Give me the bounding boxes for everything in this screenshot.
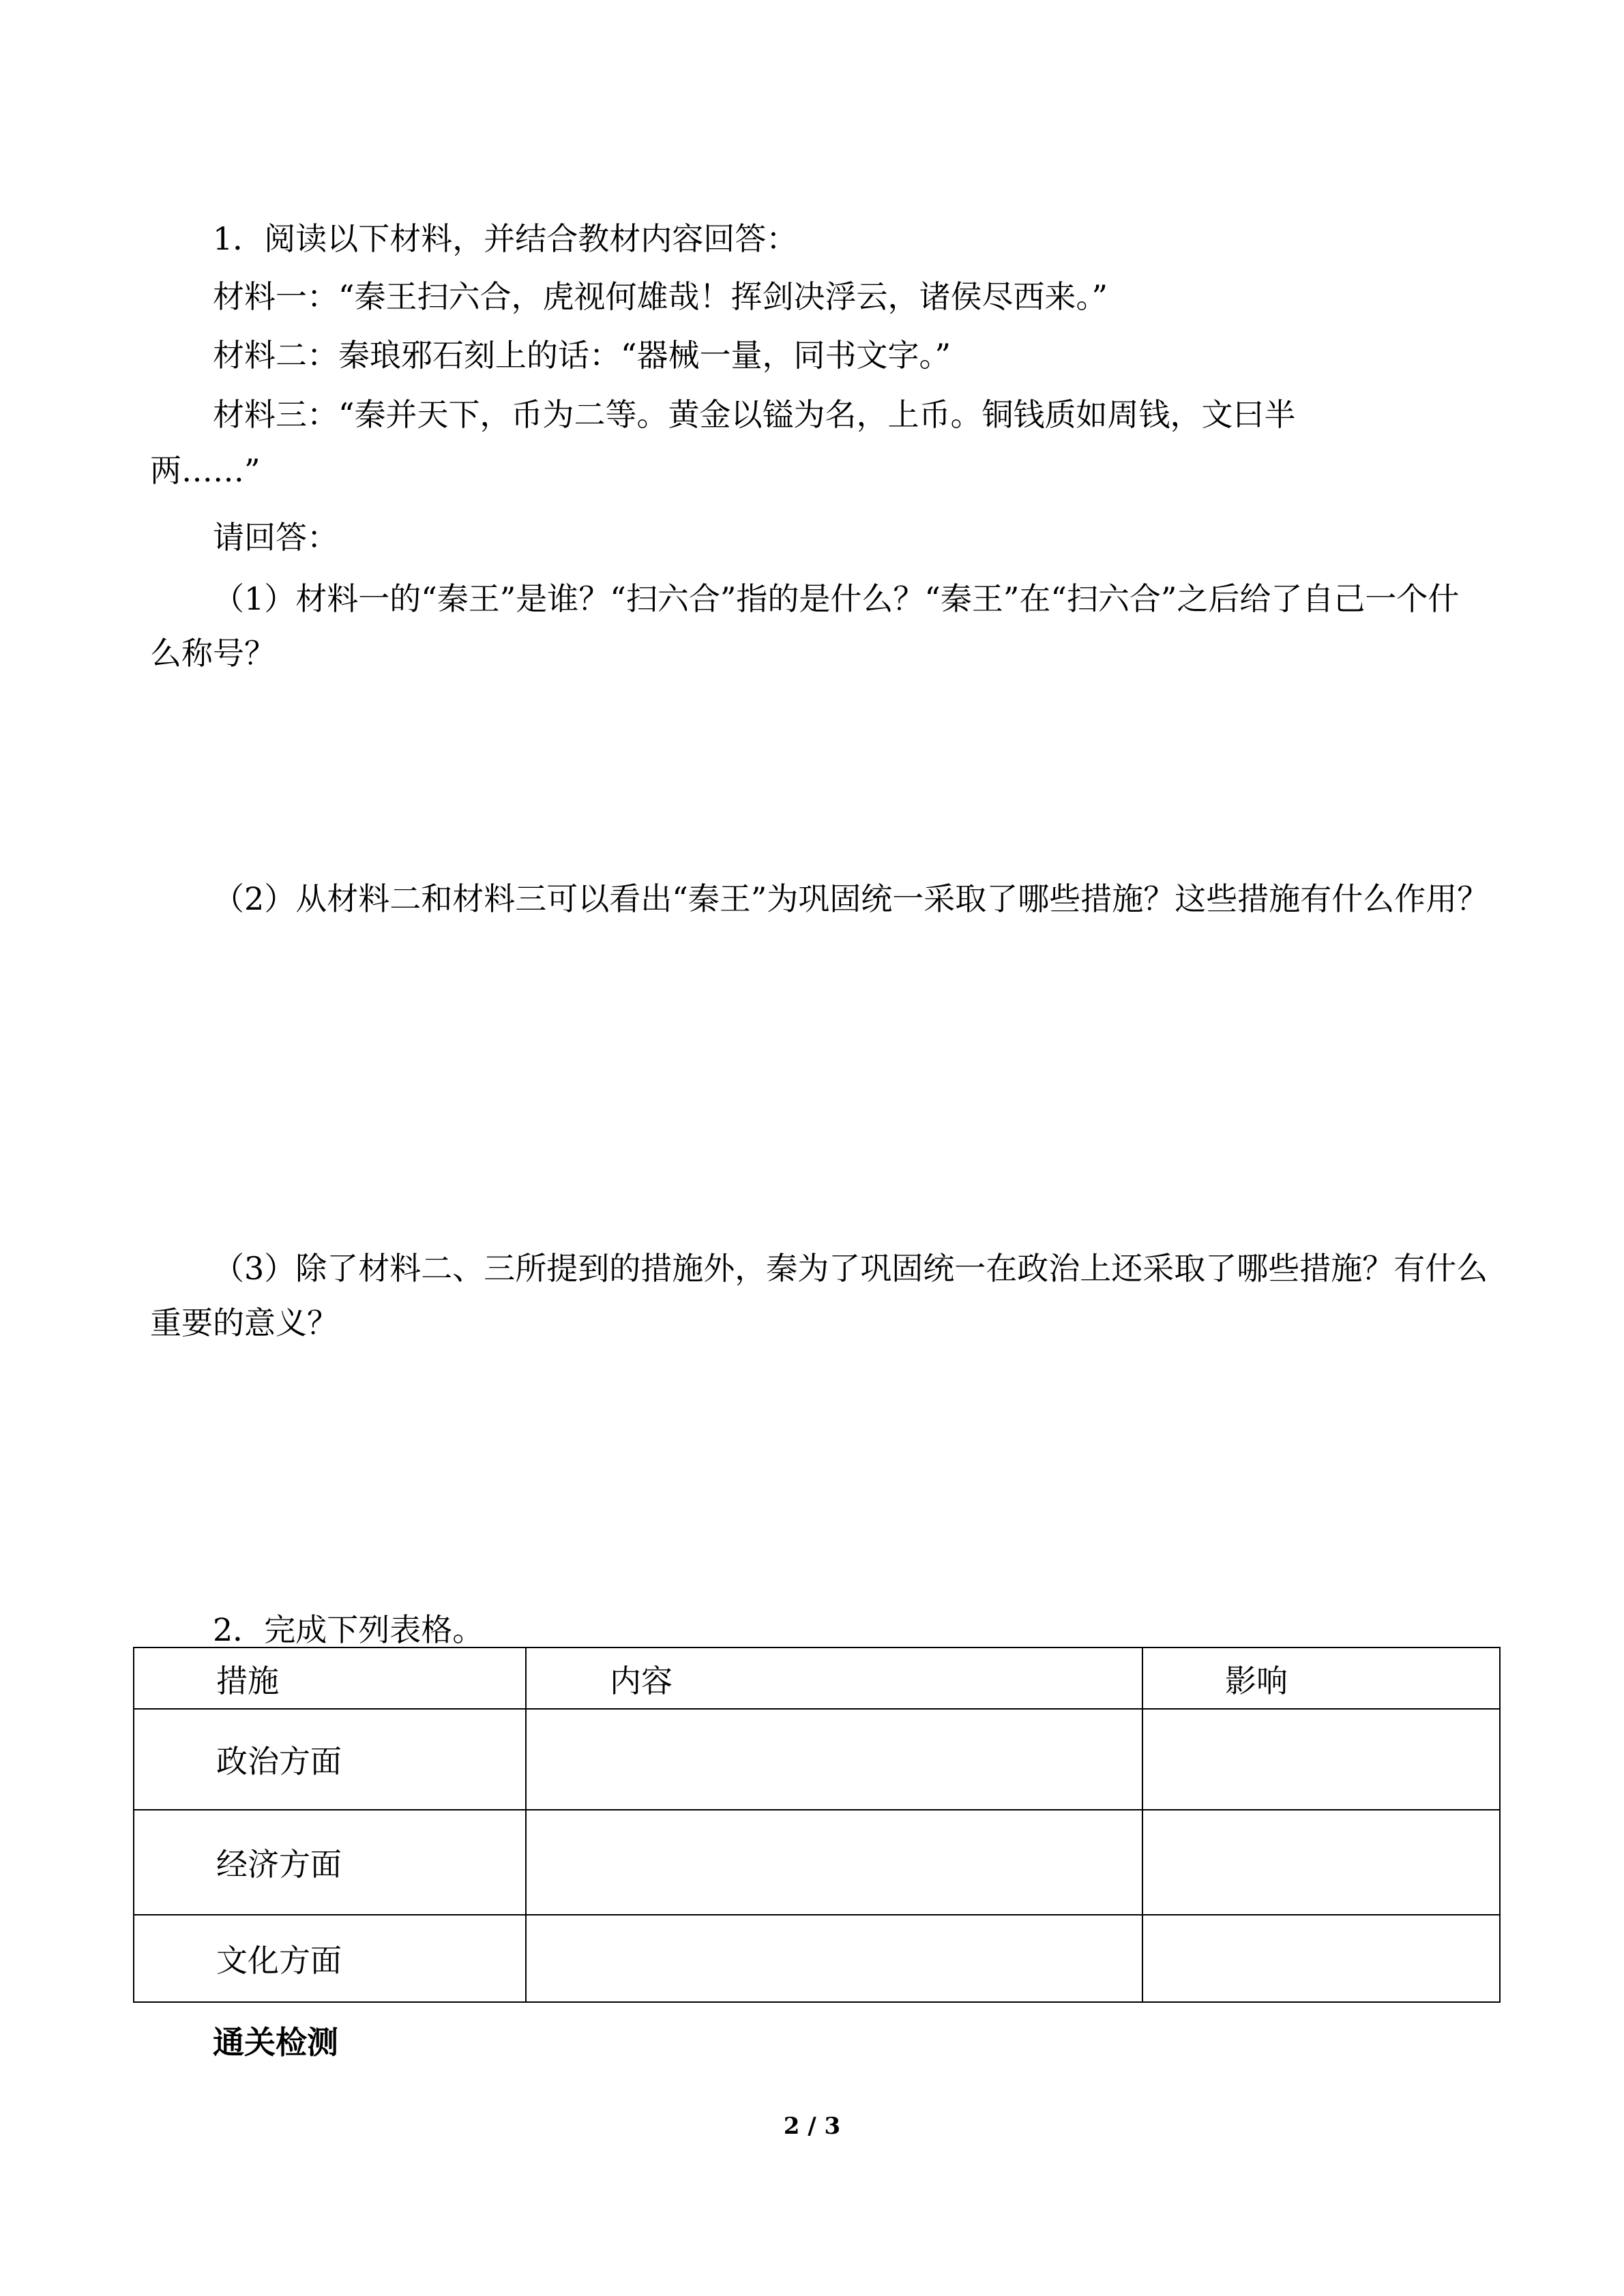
cell-economic-content[interactable] bbox=[526, 1810, 1142, 1915]
row-label-political: 政治方面 bbox=[134, 1709, 526, 1810]
material-3-line-1: 材料三：“秦并天下，币为二等。黄金以镒为名，上币。铜钱质如周钱，文曰半 bbox=[213, 396, 1296, 433]
material-2: 材料二：秦琅邪石刻上的话：“器械一量，同书文字。” bbox=[213, 337, 951, 374]
table-row bbox=[134, 1709, 1500, 1810]
row-label-cultural: 文化方面 bbox=[134, 1915, 526, 2002]
cell-cultural-impact[interactable] bbox=[1142, 1915, 1500, 2002]
answer-prompt: 请回答： bbox=[213, 519, 338, 556]
table-row bbox=[134, 1810, 1500, 1915]
row-label-economic: 经济方面 bbox=[134, 1810, 526, 1915]
material-3-line-2: 两……” bbox=[150, 452, 261, 489]
cell-cultural-content[interactable] bbox=[526, 1915, 1142, 2002]
table-row bbox=[134, 1915, 1500, 2002]
sub-question-3: （3）除了材料二、三所提到的措施外，秦为了巩固统一在政治上还采取了哪些措施？有什么重要的意义？ bbox=[150, 1250, 1488, 1341]
table-header-content: 内容 bbox=[526, 1648, 1142, 1709]
section-heading: 通关检测 bbox=[213, 2024, 338, 2061]
table-header-measure: 措施 bbox=[134, 1648, 526, 1709]
cell-political-impact[interactable] bbox=[1142, 1709, 1500, 1810]
sub-question-1: （1）材料一的“秦王”是谁？“扫六合”指的是什么？“秦王”在“扫六合”之后给了自己一个什么称号？ bbox=[150, 580, 1460, 672]
page-number: 2 / 3 bbox=[783, 2113, 841, 2140]
table-header-impact: 影响 bbox=[1142, 1648, 1500, 1709]
sub-question-2: （2）从材料二和材料三可以看出“秦王”为巩固统一采取了哪些措施？这些措施有什么作用？ bbox=[213, 880, 1489, 917]
cell-political-content[interactable] bbox=[526, 1709, 1142, 1810]
measures-table bbox=[133, 1647, 1501, 2003]
cell-economic-impact[interactable] bbox=[1142, 1810, 1500, 1915]
material-1: 材料一：“秦王扫六合，虎视何雄哉！挥剑决浮云，诸侯尽西来。” bbox=[213, 278, 1108, 315]
table-header-row bbox=[134, 1648, 1500, 1709]
question-2-title: 2．完成下列表格。 bbox=[213, 1611, 484, 1648]
question-1-title: 1．阅读以下材料，并结合教材内容回答： bbox=[213, 220, 798, 257]
